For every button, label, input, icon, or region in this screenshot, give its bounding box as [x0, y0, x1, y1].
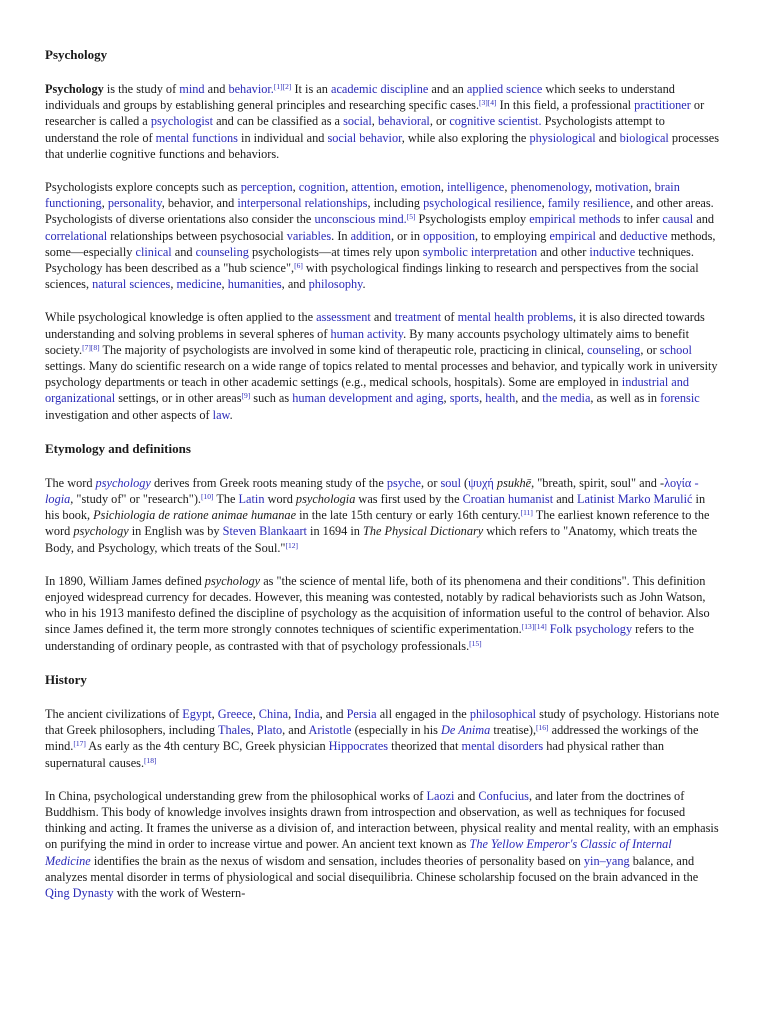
text-run: with psychological findings linking to research and perspectives from the social sciences,: [45, 261, 699, 292]
link-greece[interactable]: Greece: [217, 706, 253, 721]
text-run: settings. Many do scientific research on a wide range of topics related to mental processes and behavior, and typically work in university psychology departments or teach in other academic settings (e.g., medical schools, hospitals). Some are employed in: [45, 359, 718, 390]
link-psyche[interactable]: psyche: [386, 475, 422, 490]
link-china[interactable]: China: [258, 706, 289, 721]
link-latin[interactable]: Latin: [238, 492, 265, 507]
link-x[interactable]: λογία: [664, 475, 692, 490]
link-philosophy[interactable]: philosophy: [308, 277, 363, 292]
text-run: , or: [421, 475, 441, 490]
text-run: Psychologists explore concepts such as: [45, 180, 241, 195]
text-run: , as well as in: [590, 391, 661, 406]
text-run: in 1694 in: [306, 524, 363, 539]
text-run: , including: [367, 196, 424, 211]
text-run: as "the science of mental life, both of its phenomena and their conditions". This definition enjoyed widespread currency for decades. However, this meaning was contested, notably by radical behaviorists such as John Watson, who in his 1913 manifesto defined the discipline of psychology as the acquisition of information useful to the control of behavior. Also since James defined it, the term more strongly connotes techniques of scientific experimentation.: [45, 573, 710, 637]
text-run: , "study of" or "research").: [70, 492, 201, 507]
link-plato[interactable]: Plato: [256, 723, 283, 738]
text-run: refers to the understanding of ordinary people, as contrasted with that of psychology professionals.: [45, 622, 694, 653]
citation-ref[interactable]: [201, 492, 214, 501]
citation-link[interactable]: [5]: [406, 212, 416, 222]
link-psychological-resilience[interactable]: psychological resilience: [423, 196, 542, 211]
link-mind[interactable]: mind: [179, 82, 205, 96]
text-run: in his book,: [45, 492, 706, 523]
italic-term: psychology: [204, 573, 261, 588]
link-industrial-and-organizational[interactable]: industrial and organizational: [45, 375, 690, 406]
link-intelligence[interactable]: intelligence: [447, 180, 505, 195]
text-run: , to employing: [475, 228, 550, 243]
link-human-activity[interactable]: human activity: [330, 326, 404, 341]
text-run: and can be classified as a: [213, 114, 344, 129]
citation-ref[interactable]: [241, 391, 250, 400]
link-school[interactable]: school: [659, 342, 692, 357]
text-run: and: [454, 788, 479, 803]
link-yin-yang[interactable]: yin–yang: [583, 853, 630, 868]
link-opposition[interactable]: opposition: [423, 228, 475, 243]
text-run: had physical rather than supernatural causes.: [45, 739, 665, 770]
link-assessment[interactable]: assessment: [316, 310, 371, 325]
citation-link[interactable]: [9]: [241, 391, 251, 401]
text-run: and: [171, 244, 196, 259]
text-run: in English was by: [128, 524, 223, 539]
link-the-yellow-emperor-s-classic-of-internal-medicine[interactable]: The Yellow Emperor's Classic of Internal Medicine: [45, 837, 672, 868]
link-symbolic-interpretation[interactable]: symbolic interpretation: [422, 244, 538, 259]
text-run: ,: [221, 277, 228, 292]
text-run: and: [370, 310, 395, 325]
link-family-resilience[interactable]: family resilience: [547, 196, 631, 211]
text-run: all engaged in the: [376, 706, 470, 721]
text-run: ,: [288, 706, 295, 721]
link-behavioral[interactable]: behavioral: [377, 114, 430, 129]
text-run: , and other areas. Psychologists of diverse orientations also consider the: [45, 196, 714, 227]
text-run: , and: [319, 706, 347, 721]
link-social[interactable]: social: [343, 114, 372, 129]
text-run: It is an: [291, 82, 331, 96]
link-treatment[interactable]: treatment: [394, 310, 442, 325]
citation-ref[interactable]: [285, 541, 298, 550]
link-marko-maruli[interactable]: Marko Marulić: [617, 492, 693, 507]
link-perception[interactable]: perception: [240, 180, 293, 195]
text-run: and: [595, 130, 620, 145]
text-run: and: [693, 212, 714, 227]
text-run: In China, psychological understanding grew from the philosophical works of: [45, 788, 427, 803]
link-mental-functions[interactable]: mental functions: [155, 130, 238, 145]
text-run: is the study of: [103, 82, 180, 96]
text-run: to infer: [620, 212, 663, 227]
text-run: relationships between psychosocial: [107, 228, 287, 243]
text-run: ,: [440, 180, 448, 195]
text-run: settings, or in other areas: [115, 391, 242, 406]
text-run: , it is also directed towards understanding and solving problems in several spheres of: [45, 310, 705, 341]
link-qing-dynasty[interactable]: Qing Dynasty: [45, 885, 114, 900]
section-history: [45, 671, 720, 901]
link-behavior[interactable]: behavior.: [228, 82, 274, 96]
link-steven-blankaart[interactable]: Steven Blankaart: [222, 524, 307, 539]
text-run: , while also exploring the: [401, 130, 530, 145]
citation-link[interactable]: [7][8]: [82, 342, 100, 352]
section-psychology: [45, 46, 720, 423]
italic-term: psychologia: [295, 492, 356, 507]
text-run: The majority of psychologists are involved in some kind of therapeutic role, practicing in clinical,: [99, 342, 588, 357]
citation-ref[interactable]: [522, 622, 547, 631]
citation-link[interactable]: [17]: [73, 739, 86, 749]
link-mental-disorders[interactable]: mental disorders: [461, 739, 544, 754]
text-run: . In: [331, 228, 351, 243]
citation-link[interactable]: [11]: [520, 508, 533, 518]
link-deductive[interactable]: deductive: [619, 228, 668, 243]
link-human-development-and-aging[interactable]: human development and aging: [292, 391, 444, 406]
link-soul[interactable]: soul: [440, 475, 461, 490]
citation-ref[interactable]: [274, 82, 292, 91]
link-thales[interactable]: Thales: [217, 723, 251, 738]
citation-ref[interactable]: [469, 639, 482, 648]
section-heading: Etymology and definitions: [45, 440, 191, 456]
link-aristotle[interactable]: Aristotle: [308, 723, 352, 738]
link-addition[interactable]: addition: [350, 228, 391, 243]
citation-ref[interactable]: [536, 723, 549, 732]
text-run: theorized that: [388, 739, 462, 754]
text-run: techniques. Psychology has been described as a "hub science",: [45, 244, 694, 276]
link-croatian-humanist[interactable]: Croatian humanist: [462, 492, 554, 507]
link-laozi[interactable]: Laozi: [426, 788, 455, 803]
link-brain-functioning[interactable]: brain functioning: [45, 180, 680, 211]
link-hippocrates[interactable]: Hippocrates: [328, 739, 389, 754]
text-run: , behavior, and: [161, 196, 238, 211]
link-counseling[interactable]: counseling: [195, 244, 249, 259]
text-run: , and later from the doctrines of Buddhism. This body of knowledge involves insights drawn from introspection and observation, as well as techniques for focused thinking and acting. It frames the universe as a division of, and interaction between, physical reality and mental reality, with an emphasis on purifying the mind in order to increase virtue and power. An ancient text known as: [45, 788, 719, 852]
citation-link[interactable]: [1][2]: [273, 82, 292, 91]
text-run: Psychologists employ: [415, 212, 530, 227]
link-practitioner[interactable]: practitioner: [634, 98, 691, 113]
text-run: or researcher is called a: [45, 98, 705, 129]
link-medicine[interactable]: medicine: [176, 277, 222, 292]
citation-link[interactable]: [18]: [144, 755, 157, 765]
link-correlational[interactable]: correlational: [45, 228, 108, 243]
text-run: was first used by the: [355, 492, 463, 507]
link-folk-psychology[interactable]: Folk psychology: [549, 622, 633, 637]
text-run: , or: [640, 342, 660, 357]
text-run: with the work of Western-: [113, 885, 246, 900]
text-run: ,: [345, 180, 352, 195]
link-x[interactable]: ψυχή: [468, 475, 494, 490]
text-run: which refers to "Anatomy, which treats the Body, and Psychology, which treats of the Soul.": [45, 524, 698, 555]
text-run: of: [441, 310, 458, 325]
text-run: . By many accounts psychology ultimately aims to benefit society.: [45, 326, 689, 357]
text-run: ,: [252, 706, 259, 721]
text-run: While psychological knowledge is often applied to the: [45, 310, 317, 325]
citation-link[interactable]: [13][14]: [521, 622, 547, 632]
link-forensic[interactable]: forensic: [660, 391, 700, 406]
citation-ref[interactable]: [294, 261, 303, 270]
link-logia[interactable]: -logia: [45, 475, 699, 507]
text-run: In this field, a professional: [496, 98, 635, 113]
text-run: which seeks to understand individuals and groups by establishing general principles and researching specific cases.: [45, 82, 675, 113]
text-run: and other: [537, 244, 590, 259]
text-run: ,: [394, 180, 401, 195]
link-egypt[interactable]: Egypt: [182, 706, 212, 721]
text-run: , and: [281, 277, 309, 292]
link-natural-sciences[interactable]: natural sciences: [92, 277, 171, 292]
text-run: such as: [250, 391, 293, 406]
text-run: psychologists—at times rely upon: [248, 244, 423, 259]
text-run: The: [213, 492, 239, 507]
paragraph: [45, 475, 720, 556]
link-inductive[interactable]: inductive: [589, 244, 636, 259]
link-variables[interactable]: variables: [286, 228, 332, 243]
text-run: and an: [428, 82, 467, 96]
link-psychologist[interactable]: psychologist: [150, 114, 213, 129]
link-social-behavior[interactable]: social behavior: [327, 130, 402, 145]
text-run: balance, and analyzes mental disorder in terms of physiological and social disequilibria. Chinese scholarship focused on the brain advanced in the: [45, 853, 699, 884]
text-run: ,: [371, 114, 378, 129]
link-health[interactable]: health: [485, 391, 516, 406]
text-run: , "breath, spirit, soul" and -: [531, 475, 665, 490]
text-run: methods, some—especially: [45, 228, 716, 259]
bold-term: Psychology: [45, 82, 104, 96]
link-biological[interactable]: biological: [619, 130, 669, 145]
citation-link[interactable]: [16]: [536, 723, 549, 733]
text-run: derives from Greek roots meaning study of the: [150, 475, 387, 490]
citation-ref[interactable]: [521, 508, 533, 517]
link-attention[interactable]: attention: [351, 180, 395, 195]
link-phenomenology[interactable]: phenomenology: [510, 180, 589, 195]
text-run: investigation and other aspects of: [45, 407, 213, 422]
paragraph: [45, 788, 720, 901]
link-india[interactable]: India: [294, 706, 320, 721]
text-run: ,: [443, 391, 450, 406]
text-run: in individual and: [237, 130, 328, 145]
italic-term: Psichiologia de ratione animae humanae: [93, 508, 297, 523]
text-run: , or: [429, 114, 450, 129]
text-run: (: [460, 475, 469, 490]
citation-link[interactable]: [15]: [469, 638, 482, 648]
link-causal[interactable]: causal: [662, 212, 694, 227]
italic-term: The Physical Dictionary: [363, 524, 484, 539]
link-motivation[interactable]: motivation: [595, 180, 649, 195]
text-run: In 1890, William James defined: [45, 573, 205, 588]
link-persia[interactable]: Persia: [346, 706, 377, 721]
text-run: As early as the 4th century BC, Greek physician: [85, 739, 329, 754]
text-run: identifies the brain as the nexus of wisdom and sensation, includes theories of personality based on: [90, 853, 584, 868]
text-run: in the late 15th century or early 16th century.: [296, 508, 521, 523]
link-empirical[interactable]: empirical: [549, 228, 596, 243]
link-cognition[interactable]: cognition: [298, 180, 346, 195]
text-run: ,: [504, 180, 511, 195]
citation-ref[interactable]: [479, 98, 497, 107]
link-interpersonal-relationships[interactable]: interpersonal relationships: [237, 196, 368, 211]
section-heading: History: [45, 671, 87, 687]
link-cognitive-scientist[interactable]: cognitive scientist.: [449, 114, 542, 129]
citation-link[interactable]: [3][4]: [479, 98, 497, 108]
citation-ref[interactable]: [73, 739, 86, 748]
text-run: The ancient civilizations of: [45, 706, 183, 721]
text-run: ,: [541, 196, 548, 211]
text-run: The word: [45, 475, 96, 490]
italic-term: psukhē: [496, 475, 532, 490]
citation-ref[interactable]: [144, 756, 157, 765]
paragraph: [45, 81, 720, 162]
text-run: processes that underlie cognitive functions and behaviors.: [45, 130, 720, 161]
link-empirical-methods[interactable]: empirical methods: [529, 212, 621, 227]
citation-link[interactable]: [10]: [201, 492, 214, 502]
text-run: treatise),: [490, 723, 537, 738]
text-run: ,: [589, 180, 596, 195]
link-applied-science[interactable]: applied science: [466, 82, 543, 96]
text-run: and: [204, 82, 229, 96]
text-run: .: [362, 277, 366, 292]
text-run: and: [553, 492, 578, 507]
text-run: Psychologists attempt to understand the role of: [45, 114, 665, 145]
link-physiological[interactable]: physiological: [529, 130, 596, 145]
text-run: and: [595, 228, 620, 243]
text-run: ,: [250, 723, 257, 738]
section-heading: Psychology: [45, 47, 108, 62]
text-run: ,: [170, 277, 177, 292]
link-humanities[interactable]: humanities: [227, 277, 282, 292]
citation-link[interactable]: [6]: [294, 261, 303, 271]
text-run: ,: [211, 706, 218, 721]
link-personality[interactable]: personality: [107, 196, 162, 211]
link-psychology[interactable]: psychology: [95, 475, 151, 490]
text-run: The earliest known reference to the word: [45, 508, 710, 539]
section-etymology-and-definitions: [45, 440, 720, 654]
link-academic-discipline[interactable]: academic discipline: [331, 82, 429, 96]
link-clinical[interactable]: clinical: [135, 244, 172, 259]
text-run: (especially in his: [351, 723, 441, 738]
text-run: ,: [648, 180, 655, 195]
text-run: .: [229, 407, 233, 422]
text-run: ,: [479, 391, 486, 406]
paragraph: [45, 573, 720, 654]
link-counseling[interactable]: counseling: [587, 342, 641, 357]
link-the-media[interactable]: the media: [542, 391, 591, 406]
link-philosophical[interactable]: philosophical: [469, 706, 537, 721]
paragraph: [45, 309, 720, 422]
text-run: , and: [515, 391, 543, 406]
text-run: ,: [292, 180, 299, 195]
link-sports[interactable]: sports: [449, 391, 480, 406]
text-run: word: [264, 492, 296, 507]
paragraph: [45, 706, 720, 771]
text-run: study of psychology. Historians note that Greek philosophers, including: [45, 706, 720, 738]
citation-ref[interactable]: [82, 343, 100, 352]
text-run: addressed the workings of the mind.: [45, 723, 699, 754]
text-run: ,: [101, 196, 108, 211]
link-latinist[interactable]: Latinist: [577, 492, 615, 507]
text-run: , and: [282, 723, 309, 738]
text-run: , or in: [390, 228, 424, 243]
link-mental-health-problems[interactable]: mental health problems: [457, 310, 573, 325]
link-unconscious-mind[interactable]: unconscious mind.: [314, 212, 407, 227]
link-confucius[interactable]: Confucius: [478, 788, 529, 803]
link-de-anima[interactable]: De Anima: [441, 723, 491, 738]
paragraph: [45, 179, 720, 292]
italic-term: psychology: [73, 524, 129, 539]
citation-link[interactable]: [12]: [285, 540, 298, 550]
link-emotion[interactable]: emotion: [400, 180, 441, 195]
link-law[interactable]: law: [212, 407, 230, 422]
